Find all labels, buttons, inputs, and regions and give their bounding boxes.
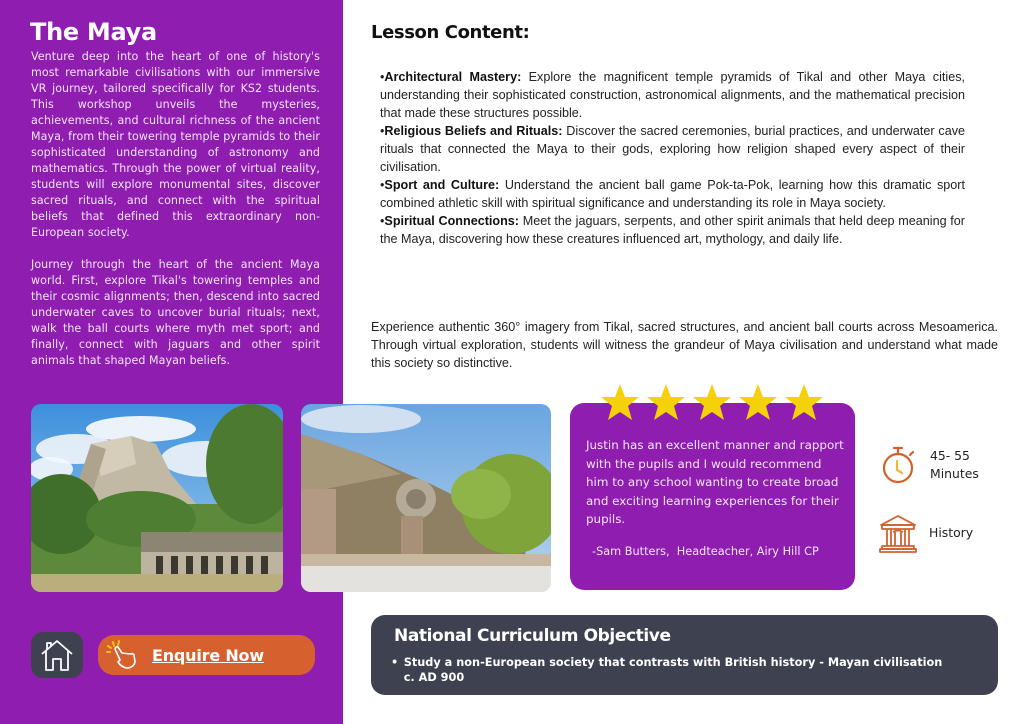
museum-icon [879,513,917,553]
star-icon [738,382,778,422]
page-title: The Maya [30,18,157,46]
enquire-now-label: Enquire Now [152,645,264,665]
subject-info [879,513,973,553]
enquire-now-button[interactable] [98,635,315,675]
maya-pyramid-photo [31,404,283,592]
testimonial-author: -Sam Butters, Headteacher, Airy Hill CP [592,545,819,558]
star-icon [784,382,824,422]
lesson-item-spiritual: •Spiritual Connections: Meet the jaguars, serpents, and other spirit animals that held deep meaning for the Maya, discovering how these creatures influenced art, mythology, and daily life. [380,214,965,246]
duration-info [880,445,979,485]
intro-paragraph: Journey through the heart of the ancient Maya world. First, explore Tikal's towering temples and their cosmic alignments; then, descend into sacred underwater caves to uncover burial rituals; next, walk the ball courts where myth met sport; and finally, connect with jaguars and other spirit animals that shaped Mayan beliefs. [31,258,320,367]
curriculum-title: National Curriculum Objective [394,626,671,646]
star-icon [600,382,640,422]
duration-unit: Minutes [930,466,979,481]
home-icon [39,637,75,673]
intro-paragraph: Venture deep into the heart of one of history's most remarkable civilisations with our immersive VR journey, tailored specifically for KS2 students. This workshop unveils the mysteries, achievements, and cultural richness of the ancient Maya, from their towering temple pyramids to their sophisticated understanding of astronomy and mathematics. Through the power of virtual reality, students will explore monumental sites, discover sacred rituals, and connect with the spiritual beliefs that defined this extraordinary non-European society. [31,50,320,239]
star-icon [692,382,732,422]
intro-text [31,49,320,369]
stopwatch-icon [880,445,918,485]
lesson-content-list [380,68,965,248]
subject-label: History [929,525,974,540]
testimonial-quote: Justin has an excellent manner and rapport with the pupils and I would recommend him to any school wanting to create broad and exciting learning experiences for their pupils. [586,438,844,526]
lesson-item-architecture: •Architectural Mastery: Explore the magnificent temple pyramids of Tikal and other Maya cities, understanding their sophisticated construction, astronomical alignments, and the mathematical precision that made these structures possible. [380,70,965,120]
lesson-content-heading: Lesson Content: [371,22,530,43]
duration-range: 45- 55 [930,448,970,463]
home-button[interactable] [31,632,83,678]
experience-paragraph: Experience authentic 360° imagery from Tikal, sacred structures, and ancient ball courts across Mesoamerica. Through virtual exploration, students will witness the grandeur of Maya civilisation and understand what made this society so distinctive. [371,320,998,370]
curriculum-objective-panel [371,615,998,695]
curriculum-objective-text: Study a non-European society that contrasts with British history - Mayan civilisation c. AD 900 [403,656,943,684]
star-icon [646,382,686,422]
five-star-rating [600,382,824,422]
tap-hand-icon [106,640,138,670]
lesson-item-sport: •Sport and Culture: Understand the ancient ball game Pok-ta-Pok, learning how this dramatic sport combined athletic skill with spiritual significance and understanding its role in Maya society. [380,178,965,210]
ball-court-photo [301,404,551,592]
curriculum-objective-item: • Study a non-European society that contrasts with British history - Mayan civilisation c. AD 900 [391,655,951,685]
lesson-item-religion: •Religious Beliefs and Rituals: Discover the sacred ceremonies, burial practices, and underwater cave rituals that connected the Maya to their gods, exploring how religion shaped every aspect of their civilisation. [380,124,966,174]
